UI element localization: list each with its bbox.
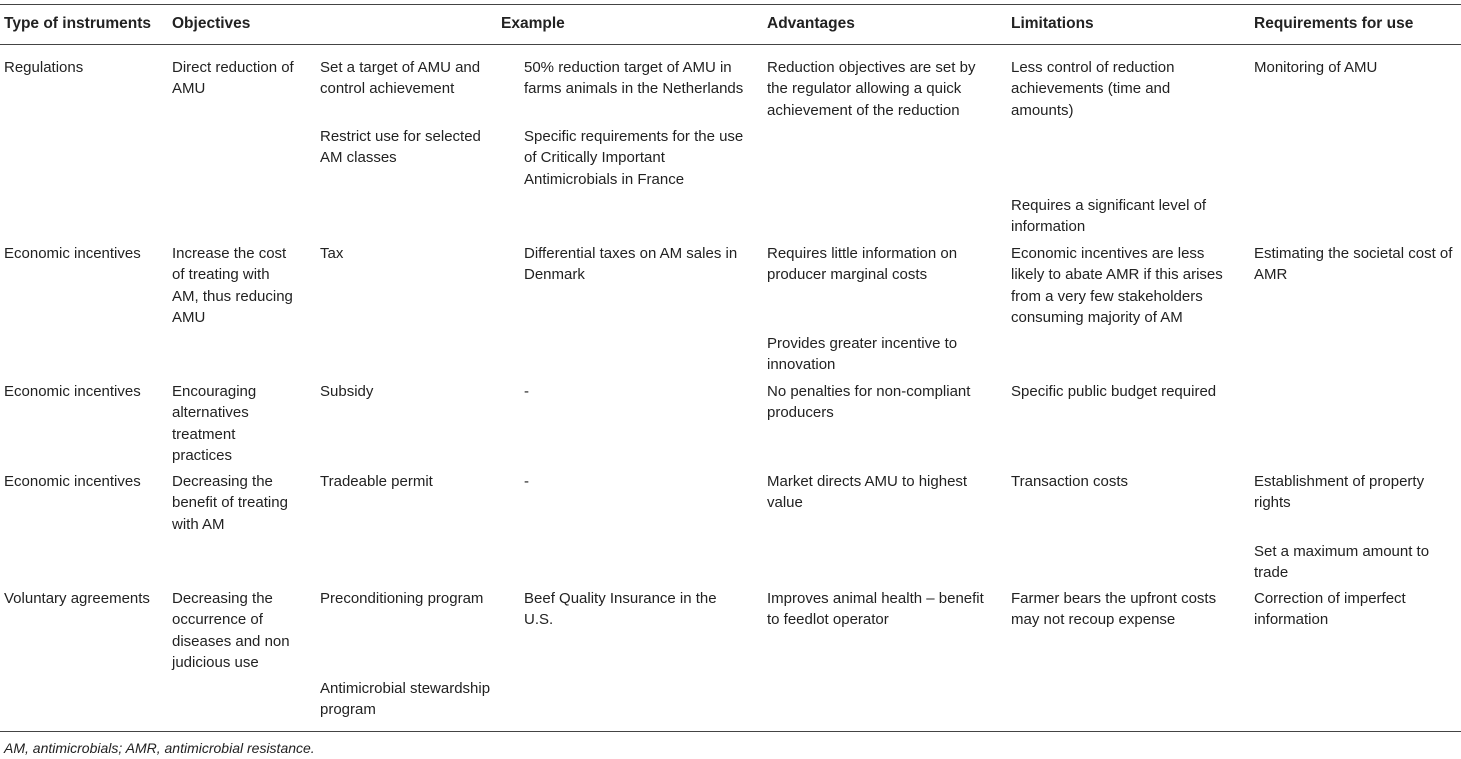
cell-tool: Subsidy: [320, 383, 374, 400]
cell-type: Regulations: [4, 59, 84, 76]
cell-example: Differential taxes on AM sales in Denmark: [524, 245, 738, 284]
cell-tool: Preconditioning program: [320, 590, 484, 607]
cell-limitation: Requires a significant level of information: [1011, 197, 1207, 236]
cell-type: Economic incentives: [4, 383, 141, 400]
cell-example: 50% reduction target of AMU in farms animals in the Netherlands: [524, 59, 744, 98]
cell-advantage: Reduction objectives are set by the regulator allowing a quick achievement of the reduction: [767, 59, 976, 119]
cell-type: Voluntary agreements: [4, 590, 150, 607]
header-advantages: Advantages: [767, 15, 855, 32]
cell-advantage: Market directs AMU to highest value: [767, 473, 968, 512]
cell-objective: Direct reduction of AMU: [172, 59, 294, 98]
cell-example: Beef Quality Insurance in the U.S.: [524, 590, 717, 629]
table-footnote: AM, antimicrobials; AMR, antimicrobial resistance.: [4, 740, 315, 756]
cell-example: -: [524, 473, 529, 490]
header-objectives: Objectives: [172, 15, 251, 32]
cell-tool: Tradeable permit: [320, 473, 433, 490]
cell-type: Economic incentives: [4, 473, 141, 490]
cell-requirement: Establishment of property rights: [1254, 473, 1425, 512]
cell-limitation: Economic incentives are less likely to abate AMR if this arises from a very few stakeholders consuming majority of AM: [1011, 245, 1223, 326]
cell-objective: Encouraging alternatives treatment practices: [172, 383, 257, 464]
cell-tool: Tax: [320, 245, 344, 262]
cell-tool: Set a target of AMU and control achievement: [320, 59, 481, 98]
cell-advantage: Provides greater incentive to innovation: [767, 335, 958, 374]
cell-objective: Decreasing the occurrence of diseases and non judicious use: [172, 590, 290, 671]
cell-requirement: Correction of imperfect information: [1254, 590, 1406, 629]
cell-requirement: Monitoring of AMU: [1254, 59, 1378, 76]
cell-example: Specific requirements for the use of Critically Important Antimicrobials in France: [524, 128, 744, 188]
cell-objective: Increase the cost of treating with AM, thus reducing AMU: [172, 245, 293, 326]
cell-limitation: Farmer bears the upfront costs may not recoup expense: [1011, 590, 1217, 629]
header-limitations: Limitations: [1011, 15, 1094, 32]
cell-tool: Antimicrobial stewardship program: [320, 680, 491, 719]
bottom-rule: [0, 731, 1461, 732]
cell-advantage: Requires little information on producer marginal costs: [767, 245, 958, 284]
top-rule: [0, 4, 1461, 5]
cell-tool: Restrict use for selected AM classes: [320, 128, 481, 167]
header-requirements: Requirements for use: [1254, 15, 1414, 32]
cell-advantage: Improves animal health – benefit to feedlot operator: [767, 590, 984, 629]
header-type: Type of instruments: [4, 15, 151, 32]
cell-advantage: No penalties for non-compliant producers: [767, 383, 971, 422]
cell-type: Economic incentives: [4, 245, 141, 262]
cell-requirement: Estimating the societal cost of AMR: [1254, 245, 1453, 284]
cell-limitation: Less control of reduction achievements (time and amounts): [1011, 59, 1175, 119]
cell-limitation: Specific public budget required: [1011, 383, 1217, 400]
cell-objective: Decreasing the benefit of treating with AM: [172, 473, 288, 533]
cell-limitation: Transaction costs: [1011, 473, 1128, 490]
header-rule: [0, 44, 1461, 45]
header-example: Example: [501, 15, 565, 32]
cell-requirement: Set a maximum amount to trade: [1254, 543, 1430, 582]
cell-example: -: [524, 383, 529, 400]
